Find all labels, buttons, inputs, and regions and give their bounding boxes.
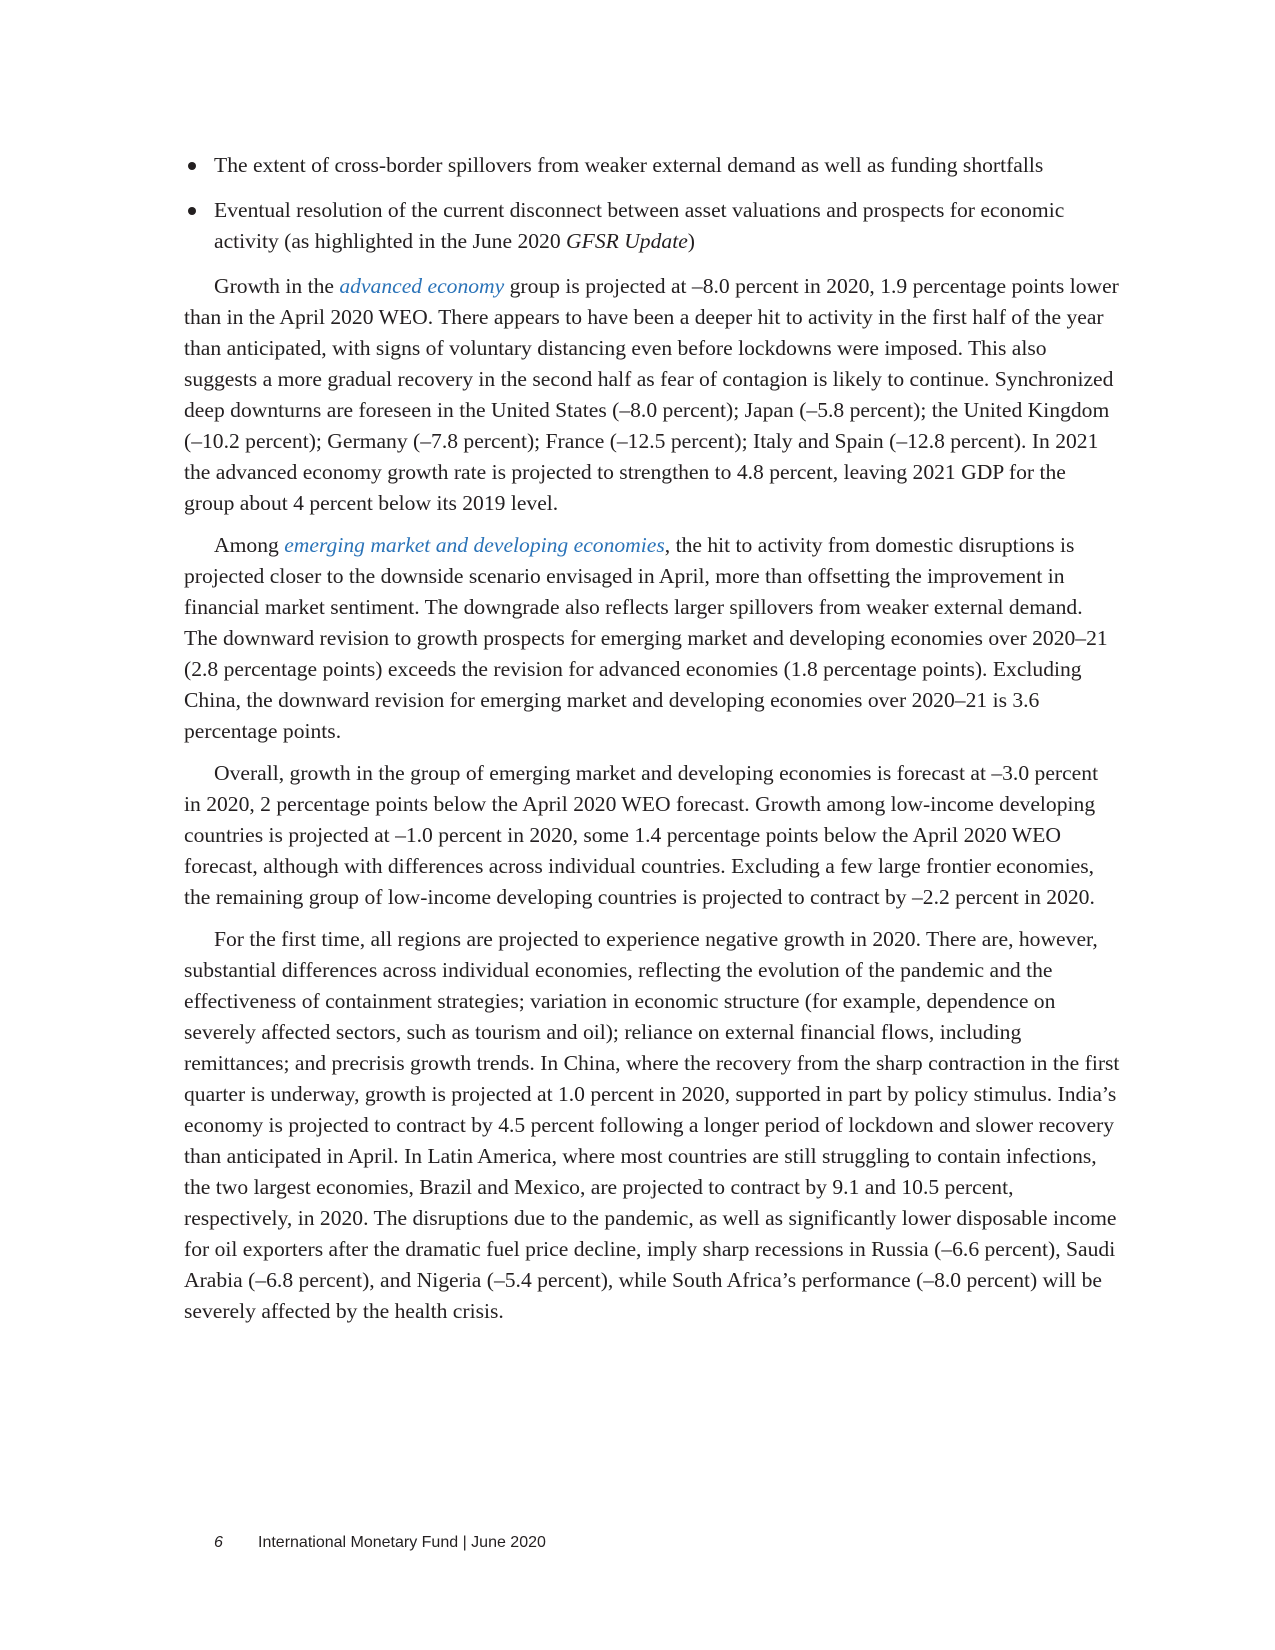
emerging-market-economies-link[interactable]: emerging market and developing economies: [284, 533, 665, 557]
paragraph-text: , the hit to activity from domestic disruptions is projected closer to the downside scenario envisaged in April, more than offsetting the improvement in financial market sentiment. The downgrade also reflects larger spillovers from weaker external demand. The downward revision to growth prospects for emerging market and developing economies over 2020–21 (2.8 percentage points) exceeds the revision for advanced economies (1.8 percentage points). Excluding China, the downward revision for emerging market and developing economies over 2020–21 is 3.6 percentage points.: [184, 533, 1108, 743]
page-number: 6: [214, 1534, 223, 1551]
bullet-item: [184, 150, 1120, 181]
bullet-text: Eventual resolution of the current disconnect between asset valuations and prospects for economic activity (as highlighted in the June 2020: [214, 198, 1065, 253]
paragraph-text: Among: [214, 533, 285, 557]
bullet-text-end: ): [687, 229, 695, 253]
bullet-dot-icon: [188, 162, 196, 170]
document-body: [184, 150, 1120, 1338]
advanced-economy-link[interactable]: advanced economy: [339, 274, 505, 298]
bullet-text: The extent of cross-border spillovers from weaker external demand as well as funding shortfalls: [214, 153, 1044, 177]
paragraph-advanced-economies: [184, 271, 1120, 519]
paragraph-regions: For the first time, all regions are projected to experience negative growth in 2020. There are, however, substantial differences across individual economies, reflecting the evolution of the pandemic and the effectiveness of containment strategies; variation in economic structure (for example, dependence on severely affected sectors, such as tourism and oil); reliance on external financial flows, including remittances; and precrisis growth trends. In China, where the recovery from the sharp contraction in the first quarter is underway, growth is projected at 1.0 percent in 2020, supported in part by policy stimulus. India’s economy is projected to contract by 4.5 percent following a longer period of lockdown and slower recovery than anticipated in April. In Latin America, where most countries are still struggling to contain infections, the two largest economies, Brazil and Mexico, are projected to contract by 9.1 and 10.5 percent, respectively, in 2020. The disruptions due to the pandemic, as well as significantly lower disposable income for oil exporters after the dramatic fuel price decline, imply sharp recessions in Russia (–6.6 percent), Saudi Arabia (–6.8 percent), and Nigeria (–5.4 percent), while South Africa’s performance (–8.0 percent) will be severely affected by the health crisis.: [184, 927, 1120, 1323]
paragraph-text: group is projected at –8.0 percent in 2020, 1.9 percentage points lower than in the April 2020 WEO. There appears to have been a deeper hit to activity in the first half of the year than anticipated, with signs of voluntary distancing even before lockdowns were imposed. This also suggests a more gradual recovery in the second half as fear of contagion is likely to continue. Synchronized deep downturns are foreseen in the United States (–8.0 percent); Japan (–5.8 percent); the United Kingdom (–10.2 percent); Germany (–7.8 percent); France (–12.5 percent); Italy and Spain (–12.8 percent). In 2021 the advanced economy growth rate is projected to strengthen to 4.8 percent, leaving 2021 GDP for the group about 4 percent below its 2019 level.: [184, 274, 1119, 515]
bullet-list: [184, 150, 1120, 257]
page-footer: [214, 1534, 546, 1552]
bullet-dot-icon: [188, 207, 196, 215]
gfsr-update-title: GFSR Update: [566, 229, 688, 253]
footer-source: International Monetary Fund | June 2020: [258, 1534, 546, 1551]
paragraph-overall-growth: Overall, growth in the group of emerging market and developing economies is forecast at –3.0 percent in 2020, 2 percentage points below the April 2020 WEO forecast. Growth among low-income developing countries is projected at –1.0 percent in 2020, some 1.4 percentage points below the April 2020 WEO forecast, although with differences across individual countries. Excluding a few large frontier economies, the remaining group of low-income developing countries is projected to contract by –2.2 percent in 2020.: [184, 761, 1099, 909]
paragraph-emerging-markets: [184, 530, 1120, 747]
paragraph-text: Growth in the: [214, 274, 340, 298]
bullet-item: [184, 195, 1120, 257]
